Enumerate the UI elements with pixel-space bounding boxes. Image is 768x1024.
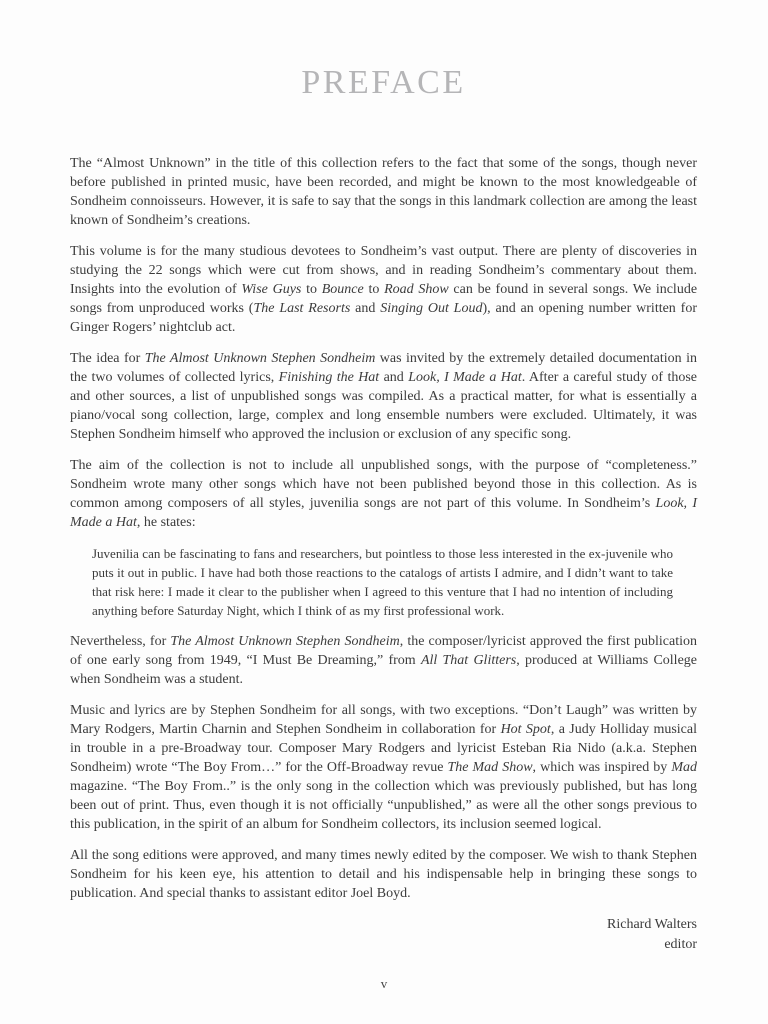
page-number: v (380, 976, 388, 991)
paragraph: The aim of the collection is not to include all unpublished songs, with the purpose of “completeness.” Sondheim wrote many other songs which have not been published beyond those in this collection. As is common among composers of all styles, juvenilia songs are not part of this volume. In Sondheim’s Look, I Made a Hat, he states: (70, 458, 697, 530)
preface-body (70, 154, 697, 903)
paragraph: Nevertheless, for The Almost Unknown Stephen Sondheim, the composer/lyricist approved the first publication of one early song from 1949, “I Must Be Dreaming,” from All That Glitters, produced at Williams College when Sondheim was a student. (70, 634, 697, 687)
signature-role: editor (664, 937, 697, 952)
signature-name: Richard Walters (607, 917, 697, 932)
paragraph: Music and lyrics are by Stephen Sondheim for all songs, with two exceptions. “Don’t Laugh” was written by Mary Rodgers, Martin Charnin and Stephen Sondheim in collaboration for Hot Spot, a Judy Holliday musical in trouble in a pre-Broadway tour. Composer Mary Rodgers and lyricist Esteban Ria Nido (a.k.a. Stephen Sondheim) wrote “The Boy From…” for the Off-Broadway revue The Mad Show, which was inspired by Mad magazine. “The Boy From..” is the only song in the collection which was previously published, but has long been out of print. Thus, even though it is not officially “unpublished,” as were all the other songs previous to this publication, in the spirit of an album for Sondheim collectors, its inclusion seemed logical. (70, 703, 698, 832)
page-title: PREFACE (301, 64, 466, 101)
paragraph: The “Almost Unknown” in the title of this collection refers to the fact that some of the songs, though never before published in printed music, have been recorded, and might be known to the most knowledgeable of Sondheim connoisseurs. However, it is safe to say that the songs in this landmark collection are among the least known of Sondheim’s creations. (70, 156, 697, 228)
paragraph: All the song editions were approved, and many times newly edited by the composer. We wish to thank Stephen Sondheim for his keen eye, his attention to detail and his indispensable help in bringing these songs to publication. And special thanks to assistant editor Joel Boyd. (70, 848, 697, 901)
block-quote: Juvenilia can be fascinating to fans and researchers, but pointless to those less interested in the ex-juvenile who puts it out in public. I have had both those reactions to the catalogs of artists I admire, and I didn’t want to take that risk here: I made it clear to the publisher when I agreed to this venture that I had no intention of including anything before Saturday Night, which I think of as my first professional work. (92, 546, 673, 618)
paragraph: The idea for The Almost Unknown Stephen Sondheim was invited by the extremely detailed documentation in the two volumes of collected lyrics, Finishing the Hat and Look, I Made a Hat. After a careful study of those and other sources, a list of unpublished songs was compiled. As a practical matter, for what is essentially a piano/vocal song collection, large, complex and long ensemble numbers were excluded. Ultimately, it was Stephen Sondheim himself who approved the inclusion or exclusion of any specific song. (70, 351, 697, 442)
paragraph: This volume is for the many studious devotees to Sondheim’s vast output. There are plenty of discoveries in studying the 22 songs which were cut from shows, and in reading Sondheim’s commentary about them. Insights into the evolution of Wise Guys to Bounce to Road Show can be found in several songs. We include songs from unproduced works (The Last Resorts and Singing Out Loud), and an opening number written for Ginger Rogers’ nightclub act. (70, 244, 698, 335)
signature-block (70, 915, 697, 955)
